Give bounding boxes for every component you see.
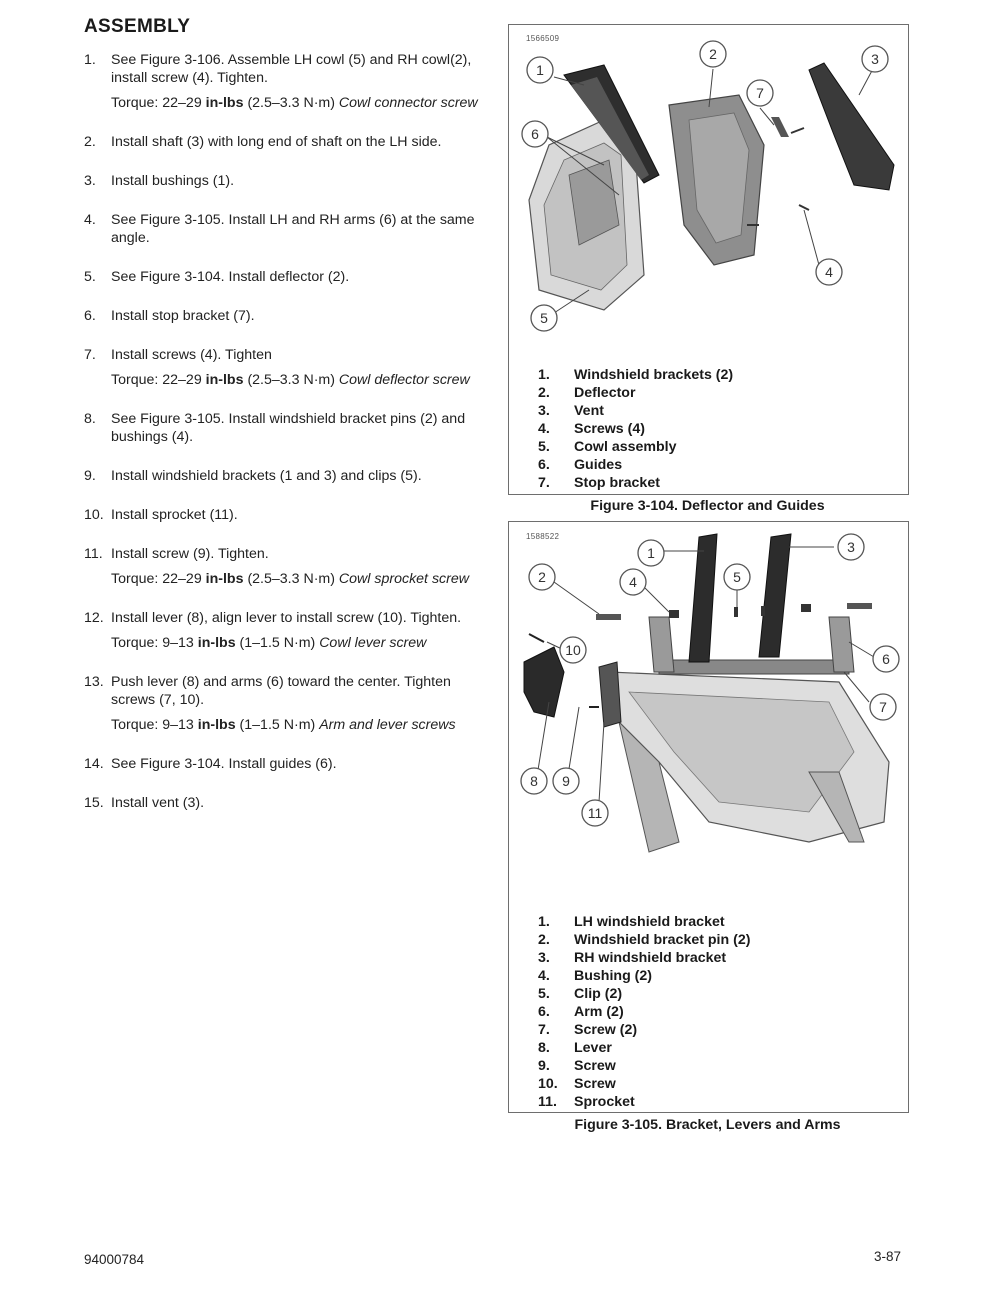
step-number: 7.	[84, 347, 96, 363]
legend-item: 5. Cowl assembly	[538, 439, 677, 455]
step-text: Install screws (4). Tighten	[111, 347, 272, 363]
step-7	[84, 346, 484, 389]
step-2	[84, 133, 484, 151]
figure-caption: Figure 3-104. Deflector and Guides	[590, 498, 825, 514]
legend-item: 1. Windshield brackets (2)	[538, 367, 734, 383]
step-12	[84, 609, 484, 652]
step-13	[84, 673, 484, 734]
legend-item: 3. RH windshield bracket	[538, 950, 727, 966]
svg-text:6: 6	[882, 651, 890, 667]
torque-spec: Torque: 22–29 in-lbs (2.5–3.3 N·m) Cowl sprocket screw	[111, 571, 469, 587]
step-text: Install lever (8), align lever to install screw (10). Tighten.	[111, 610, 462, 626]
svg-text:2: 2	[709, 46, 717, 62]
callout-5	[724, 564, 750, 590]
step-number: 13.	[84, 674, 104, 690]
callout-11	[582, 800, 608, 826]
callout-4	[816, 259, 842, 285]
callout-2	[700, 41, 726, 67]
step-text: See Figure 3-105. Install windshield bracket pins (2) and bushings (4).	[111, 411, 466, 445]
torque-spec: Torque: 9–13 in-lbs (1–1.5 N·m) Cowl lever screw	[111, 635, 427, 651]
step-8	[84, 410, 484, 446]
svg-text:3: 3	[847, 539, 855, 555]
legend-item: 4. Screws (4)	[538, 421, 645, 437]
figure-id: 1566509	[526, 34, 560, 43]
step-number: 15.	[84, 795, 104, 811]
step-number: 10.	[84, 507, 104, 523]
callout-4	[620, 569, 646, 595]
step-number: 1.	[84, 52, 96, 68]
legend-item: 7. Screw (2)	[538, 1022, 638, 1038]
svg-text:1: 1	[536, 62, 544, 78]
step-number: 3.	[84, 173, 96, 189]
legend-item: 10. Screw	[538, 1076, 616, 1092]
legend-item: 6. Arm (2)	[538, 1004, 624, 1020]
step-text: Install sprocket (11).	[111, 507, 238, 523]
svg-text:9: 9	[562, 773, 570, 789]
step-number: 5.	[84, 269, 96, 285]
torque-spec: Torque: 22–29 in-lbs (2.5–3.3 N·m) Cowl connector screw	[111, 95, 478, 111]
legend-item: 4. Bushing (2)	[538, 968, 653, 984]
page-number: 3-87	[874, 1249, 902, 1264]
step-number: 8.	[84, 411, 96, 427]
svg-text:4: 4	[629, 574, 637, 590]
svg-text:11: 11	[587, 805, 603, 821]
svg-text:7: 7	[879, 699, 887, 715]
step-9	[84, 467, 484, 485]
callout-10	[560, 637, 586, 663]
step-number: 2.	[84, 134, 96, 150]
legend-item: 9. Screw	[538, 1058, 616, 1074]
legend-item: 8. Lever	[538, 1040, 612, 1056]
step-4	[84, 211, 484, 247]
legend-item: 1. LH windshield bracket	[538, 914, 725, 930]
step-number: 11.	[84, 546, 103, 562]
bracket-levers-arms-illustration	[509, 522, 908, 902]
figure-bracket-levers-arms	[508, 521, 909, 1113]
legend-item: 2. Deflector	[538, 385, 636, 401]
step-14	[84, 755, 484, 773]
svg-text:5: 5	[733, 569, 741, 585]
step-text: See Figure 3-104. Install guides (6).	[111, 756, 337, 772]
legend-item: 7. Stop bracket	[538, 475, 660, 491]
step-5	[84, 268, 484, 286]
figure-caption: Figure 3-105. Bracket, Levers and Arms	[574, 1117, 841, 1133]
callout-1	[527, 57, 553, 83]
step-text: Install shaft (3) with long end of shaft on the LH side.	[111, 134, 442, 150]
step-text: Install screw (9). Tighten.	[111, 546, 269, 562]
step-6	[84, 307, 484, 325]
figure-id: 1588522	[526, 532, 560, 541]
step-10	[84, 506, 484, 524]
svg-text:5: 5	[540, 310, 548, 326]
step-15	[84, 794, 484, 812]
callout-9	[553, 768, 579, 794]
callout-5	[531, 305, 557, 331]
step-text: Install vent (3).	[111, 795, 205, 811]
step-number: 14.	[84, 756, 104, 772]
svg-text:2: 2	[538, 569, 546, 585]
svg-text:4: 4	[825, 264, 833, 280]
step-text: See Figure 3-104. Install deflector (2).	[111, 269, 350, 285]
step-text: Install stop bracket (7).	[111, 308, 255, 324]
legend-item: 11. Sprocket	[538, 1094, 635, 1110]
legend-item: 6. Guides	[538, 457, 623, 473]
callout-7	[747, 80, 773, 106]
step-3	[84, 172, 484, 190]
step-number: 4.	[84, 212, 96, 228]
legend-item: 2. Windshield bracket pin (2)	[538, 932, 751, 948]
svg-text:8: 8	[530, 773, 538, 789]
figure-deflector-guides	[508, 24, 909, 495]
step-text: Push lever (8) and arms (6) toward the center. Tighten screws (7, 10).	[111, 674, 451, 708]
svg-text:3: 3	[871, 51, 879, 67]
callout-6	[522, 121, 548, 147]
figure-legend	[538, 913, 750, 1111]
step-11	[84, 545, 484, 588]
section-heading: ASSEMBLY	[84, 16, 191, 37]
step-number: 6.	[84, 308, 96, 324]
torque-spec: Torque: 22–29 in-lbs (2.5–3.3 N·m) Cowl deflector screw	[111, 372, 470, 388]
callout-1	[638, 540, 664, 566]
svg-text:10: 10	[565, 642, 581, 658]
figure-legend	[538, 366, 733, 492]
step-1	[84, 51, 484, 112]
step-text: See Figure 3-106. Assemble LH cowl (5) and RH cowl(2), install screw (4). Tighten.	[111, 52, 472, 86]
step-text: Install windshield brackets (1 and 3) and clips (5).	[111, 468, 422, 484]
torque-spec: Torque: 9–13 in-lbs (1–1.5 N·m) Arm and lever screws	[111, 717, 456, 733]
step-text: See Figure 3-105. Install LH and RH arms (6) at the same angle.	[111, 212, 475, 246]
svg-text:7: 7	[756, 85, 764, 101]
callout-3	[862, 46, 888, 72]
step-text: Install bushings (1).	[111, 173, 235, 189]
legend-item: 3. Vent	[538, 403, 604, 419]
callout-8	[521, 768, 547, 794]
step-number: 12.	[84, 610, 104, 626]
callout-7	[870, 694, 896, 720]
svg-text:1: 1	[647, 545, 655, 561]
assembly-steps	[84, 51, 484, 833]
callout-6	[873, 646, 899, 672]
deflector-guides-illustration	[509, 25, 908, 355]
svg-text:6: 6	[531, 126, 539, 142]
legend-item: 5. Clip (2)	[538, 986, 623, 1002]
document-number: 94000784	[84, 1252, 145, 1267]
step-number: 9.	[84, 468, 96, 484]
callout-2	[529, 564, 555, 590]
callout-3	[838, 534, 864, 560]
